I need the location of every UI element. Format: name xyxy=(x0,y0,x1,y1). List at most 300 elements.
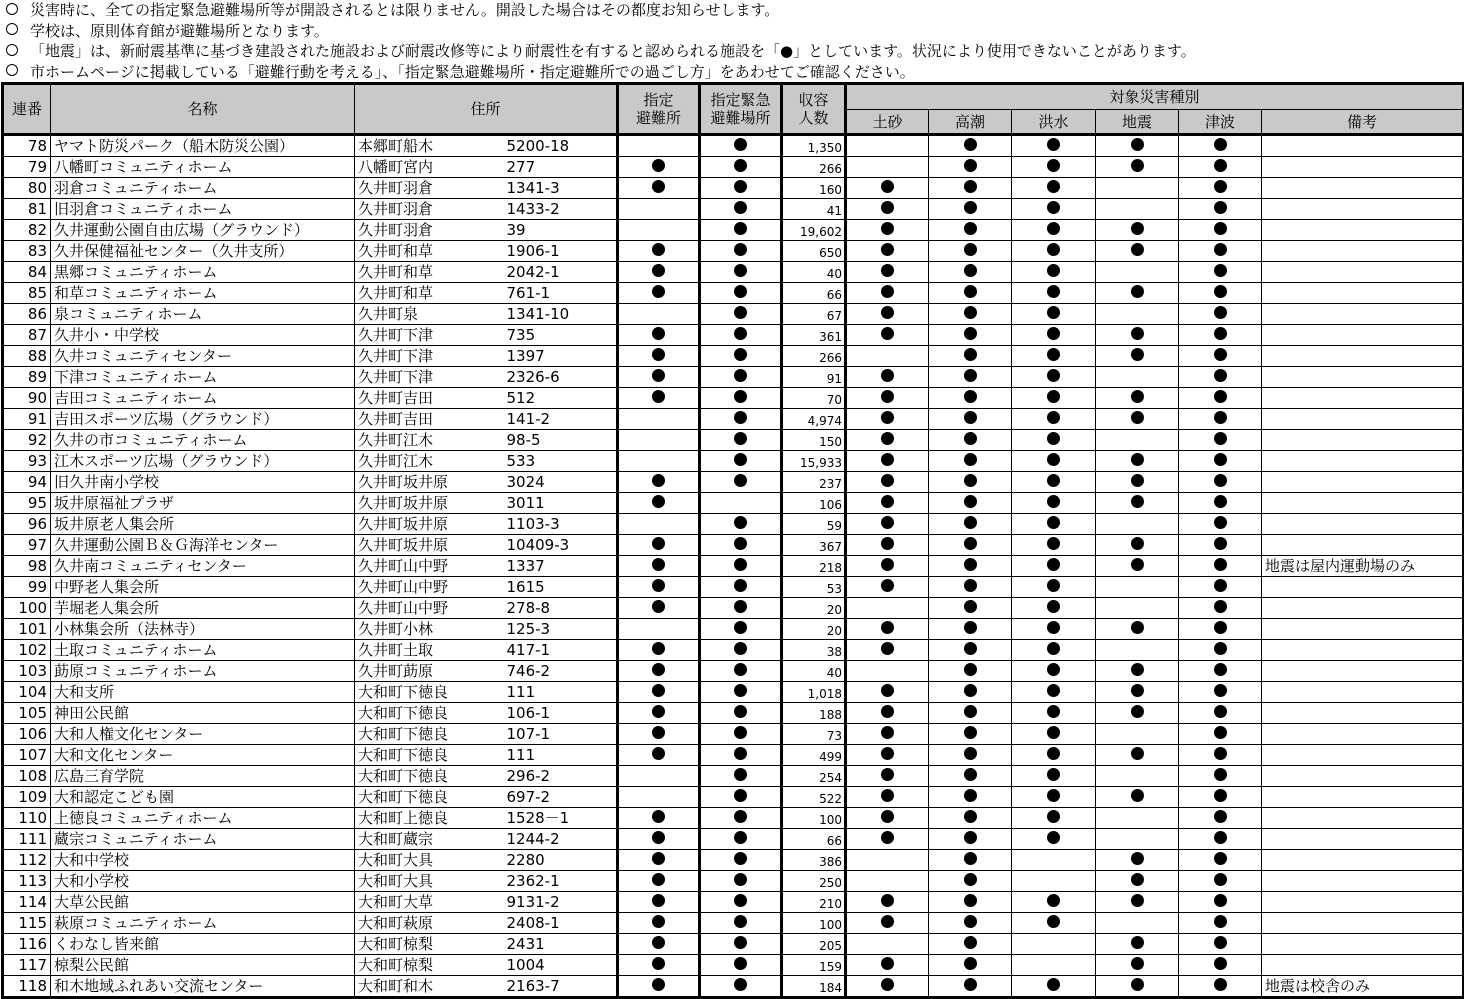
row-hazard-dosha xyxy=(846,430,929,451)
row-hazard-dosha xyxy=(846,703,929,724)
row-name: 久井南コミュニティセンター xyxy=(51,556,355,577)
filled-circle-icon xyxy=(964,243,977,256)
row-town: 大和町椋梨 xyxy=(355,934,505,955)
table-row xyxy=(3,808,1464,829)
filled-circle-icon xyxy=(1047,411,1060,424)
row-hazard-jishin xyxy=(1096,766,1179,787)
row-hazard-takashio xyxy=(929,892,1012,913)
table-row xyxy=(3,955,1464,976)
row-hazard-dosha xyxy=(846,367,929,388)
filled-circle-icon xyxy=(1047,474,1060,487)
row-emergency-mark xyxy=(700,535,782,556)
row-emergency-mark xyxy=(700,724,782,745)
filled-circle-icon xyxy=(734,621,747,634)
row-shelter-mark xyxy=(618,304,700,325)
row-hazard-takashio xyxy=(929,808,1012,829)
row-hazard-dosha xyxy=(846,808,929,829)
row-hazard-tsunami xyxy=(1179,367,1262,388)
filled-circle-icon xyxy=(964,852,977,865)
row-shelter-mark xyxy=(618,724,700,745)
row-capacity: 41 xyxy=(782,199,846,220)
row-hazard-jishin xyxy=(1096,871,1179,892)
row-emergency-mark xyxy=(700,619,782,640)
row-emergency-mark xyxy=(700,157,782,178)
filled-circle-icon xyxy=(964,894,977,907)
row-shelter-mark xyxy=(618,661,700,682)
row-town: 久井町坂井原 xyxy=(355,472,505,493)
row-lot-number: 735 xyxy=(505,325,618,346)
filled-circle-icon xyxy=(652,285,665,298)
row-hazard-takashio xyxy=(929,178,1012,199)
header-capacity: 収容 人数 xyxy=(782,84,846,135)
row-shelter-mark xyxy=(618,388,700,409)
filled-circle-icon xyxy=(1047,558,1060,571)
filled-circle-icon xyxy=(734,873,747,886)
filled-circle-icon xyxy=(881,201,894,214)
row-capacity: 386 xyxy=(782,850,846,871)
filled-circle-icon xyxy=(881,222,894,235)
row-emergency-mark xyxy=(700,934,782,955)
row-shelter-mark xyxy=(618,766,700,787)
row-hazard-kozui xyxy=(1012,703,1096,724)
row-name: 蔵宗コミュニティホーム xyxy=(51,829,355,850)
table-row xyxy=(3,388,1464,409)
row-town: 久井町和草 xyxy=(355,241,505,262)
filled-circle-icon xyxy=(881,579,894,592)
row-hazard-takashio xyxy=(929,157,1012,178)
row-no: 84 xyxy=(3,262,51,283)
table-row xyxy=(3,745,1464,766)
row-lot-number: 1004 xyxy=(505,955,618,976)
filled-circle-icon xyxy=(964,474,977,487)
note-line xyxy=(6,21,1456,42)
row-hazard-jishin xyxy=(1096,682,1179,703)
filled-circle-icon xyxy=(964,138,977,151)
row-town: 大和町大具 xyxy=(355,871,505,892)
row-shelter-mark xyxy=(618,535,700,556)
filled-circle-icon xyxy=(1047,621,1060,634)
row-shelter-mark xyxy=(618,577,700,598)
row-remarks xyxy=(1262,934,1464,955)
filled-circle-icon xyxy=(964,201,977,214)
filled-circle-icon xyxy=(734,432,747,445)
row-hazard-tsunami xyxy=(1179,535,1262,556)
row-name: くわなし皆来館 xyxy=(51,934,355,955)
header-hazard-tsunami: 津波 xyxy=(1179,110,1262,135)
row-capacity: 19,602 xyxy=(782,220,846,241)
row-name: 八幡町コミュニティホーム xyxy=(51,157,355,178)
row-hazard-jishin xyxy=(1096,430,1179,451)
row-hazard-kozui xyxy=(1012,178,1096,199)
row-name: 黒郷コミュニティホーム xyxy=(51,262,355,283)
row-hazard-dosha xyxy=(846,787,929,808)
row-remarks xyxy=(1262,283,1464,304)
row-hazard-jishin xyxy=(1096,892,1179,913)
row-hazard-takashio xyxy=(929,598,1012,619)
row-shelter-mark xyxy=(618,451,700,472)
filled-circle-icon xyxy=(1214,789,1227,802)
filled-circle-icon xyxy=(1214,873,1227,886)
row-capacity: 100 xyxy=(782,808,846,829)
row-shelter-mark xyxy=(618,913,700,934)
filled-circle-icon xyxy=(734,138,747,151)
filled-circle-icon xyxy=(881,516,894,529)
filled-circle-icon xyxy=(1214,348,1227,361)
header-no: 連番 xyxy=(3,84,51,135)
row-hazard-takashio xyxy=(929,766,1012,787)
filled-circle-icon xyxy=(1214,327,1227,340)
row-lot-number: 3011 xyxy=(505,493,618,514)
row-shelter-mark xyxy=(618,262,700,283)
row-emergency-mark xyxy=(700,913,782,934)
table-row xyxy=(3,661,1464,682)
row-hazard-takashio xyxy=(929,514,1012,535)
row-town: 大和町椋梨 xyxy=(355,955,505,976)
filled-circle-icon xyxy=(652,894,665,907)
row-hazard-kozui xyxy=(1012,577,1096,598)
row-hazard-kozui xyxy=(1012,955,1096,976)
row-capacity: 361 xyxy=(782,325,846,346)
row-hazard-dosha xyxy=(846,178,929,199)
table-row xyxy=(3,556,1464,577)
row-name: 久井運動公園Ｂ＆Ｇ海洋センター xyxy=(51,535,355,556)
row-hazard-tsunami xyxy=(1179,892,1262,913)
filled-circle-icon xyxy=(1214,243,1227,256)
filled-circle-icon xyxy=(964,537,977,550)
filled-circle-icon xyxy=(1047,222,1060,235)
note-line xyxy=(6,41,1456,62)
row-hazard-tsunami xyxy=(1179,808,1262,829)
row-capacity: 59 xyxy=(782,514,846,535)
row-name: 久井運動公園自由広場（グラウンド） xyxy=(51,220,355,241)
row-shelter-mark xyxy=(618,472,700,493)
row-hazard-dosha xyxy=(846,535,929,556)
row-hazard-tsunami xyxy=(1179,409,1262,430)
table-row xyxy=(3,135,1464,157)
row-capacity: 150 xyxy=(782,430,846,451)
row-lot-number: 1244-2 xyxy=(505,829,618,850)
filled-circle-icon xyxy=(964,222,977,235)
filled-circle-icon xyxy=(964,705,977,718)
row-emergency-mark xyxy=(700,304,782,325)
filled-circle-icon xyxy=(652,852,665,865)
row-remarks xyxy=(1262,871,1464,892)
row-hazard-kozui xyxy=(1012,682,1096,703)
notes-section xyxy=(6,0,1456,82)
filled-circle-icon xyxy=(734,327,747,340)
filled-circle-icon xyxy=(1047,663,1060,676)
row-name: 広島三育学院 xyxy=(51,766,355,787)
filled-circle-icon xyxy=(652,558,665,571)
filled-circle-icon xyxy=(1214,915,1227,928)
row-hazard-kozui xyxy=(1012,934,1096,955)
filled-circle-icon xyxy=(652,180,665,193)
row-hazard-jishin xyxy=(1096,808,1179,829)
table-row xyxy=(3,535,1464,556)
row-hazard-takashio xyxy=(929,955,1012,976)
filled-circle-icon xyxy=(964,516,977,529)
filled-circle-icon xyxy=(964,810,977,823)
filled-circle-icon xyxy=(1131,495,1144,508)
row-remarks xyxy=(1262,325,1464,346)
row-lot-number: 1103-3 xyxy=(505,514,618,535)
filled-circle-icon xyxy=(734,831,747,844)
row-hazard-jishin xyxy=(1096,241,1179,262)
filled-circle-icon xyxy=(964,915,977,928)
note-line xyxy=(6,0,1456,21)
row-hazard-jishin xyxy=(1096,598,1179,619)
row-hazard-tsunami xyxy=(1179,199,1262,220)
filled-circle-icon xyxy=(1214,222,1227,235)
filled-circle-icon xyxy=(652,831,665,844)
filled-circle-icon xyxy=(1131,789,1144,802)
row-lot-number: 1433-2 xyxy=(505,199,618,220)
filled-circle-icon xyxy=(734,180,747,193)
row-shelter-mark xyxy=(618,955,700,976)
row-town: 大和町下徳良 xyxy=(355,787,505,808)
row-shelter-mark xyxy=(618,409,700,430)
row-name: 吉田コミュニティホーム xyxy=(51,388,355,409)
table-row xyxy=(3,199,1464,220)
row-hazard-jishin xyxy=(1096,220,1179,241)
row-name: 芋堀老人集会所 xyxy=(51,598,355,619)
row-hazard-jishin xyxy=(1096,514,1179,535)
row-hazard-takashio xyxy=(929,577,1012,598)
filled-circle-icon xyxy=(881,285,894,298)
row-name: 萩原コミュニティホーム xyxy=(51,913,355,934)
row-town: 久井町下津 xyxy=(355,325,505,346)
header-hazard-jishin: 地震 xyxy=(1096,110,1179,135)
row-hazard-dosha xyxy=(846,640,929,661)
row-name: 大和支所 xyxy=(51,682,355,703)
filled-circle-icon xyxy=(1214,159,1227,172)
row-no: 93 xyxy=(3,451,51,472)
row-hazard-dosha xyxy=(846,766,929,787)
row-town: 久井町吉田 xyxy=(355,388,505,409)
row-hazard-kozui xyxy=(1012,388,1096,409)
filled-circle-icon xyxy=(881,621,894,634)
filled-circle-icon xyxy=(652,264,665,277)
row-name: 大和文化センター xyxy=(51,745,355,766)
row-remarks: 地震は校舎のみ xyxy=(1262,976,1464,998)
row-hazard-tsunami xyxy=(1179,829,1262,850)
row-hazard-jishin xyxy=(1096,346,1179,367)
filled-circle-icon xyxy=(1131,159,1144,172)
row-town: 久井町下津 xyxy=(355,346,505,367)
row-hazard-jishin xyxy=(1096,157,1179,178)
filled-circle-icon xyxy=(1214,537,1227,550)
row-capacity: 650 xyxy=(782,241,846,262)
row-no: 87 xyxy=(3,325,51,346)
row-hazard-jishin xyxy=(1096,472,1179,493)
row-hazard-takashio xyxy=(929,409,1012,430)
filled-circle-icon xyxy=(1214,411,1227,424)
filled-circle-icon xyxy=(1214,705,1227,718)
row-hazard-takashio xyxy=(929,430,1012,451)
filled-circle-icon xyxy=(652,348,665,361)
row-hazard-tsunami xyxy=(1179,955,1262,976)
row-no: 97 xyxy=(3,535,51,556)
row-emergency-mark xyxy=(700,388,782,409)
row-hazard-kozui xyxy=(1012,829,1096,850)
row-hazard-kozui xyxy=(1012,724,1096,745)
row-hazard-dosha xyxy=(846,871,929,892)
filled-circle-icon xyxy=(1047,894,1060,907)
row-lot-number: 2431 xyxy=(505,934,618,955)
row-hazard-jishin xyxy=(1096,955,1179,976)
filled-circle-icon xyxy=(734,789,747,802)
filled-circle-icon xyxy=(1131,621,1144,634)
row-remarks xyxy=(1262,493,1464,514)
row-hazard-jishin xyxy=(1096,829,1179,850)
row-hazard-kozui xyxy=(1012,325,1096,346)
row-remarks: 地震は屋内運動場のみ xyxy=(1262,556,1464,577)
filled-circle-icon xyxy=(881,558,894,571)
row-hazard-takashio xyxy=(929,619,1012,640)
row-hazard-tsunami xyxy=(1179,514,1262,535)
table-row xyxy=(3,283,1464,304)
row-hazard-kozui xyxy=(1012,135,1096,157)
row-town: 久井町莇原 xyxy=(355,661,505,682)
filled-circle-icon xyxy=(881,495,894,508)
row-lot-number: 2042-1 xyxy=(505,262,618,283)
row-remarks xyxy=(1262,703,1464,724)
row-town: 大和町下徳良 xyxy=(355,682,505,703)
row-emergency-mark xyxy=(700,241,782,262)
row-emergency-mark xyxy=(700,871,782,892)
filled-circle-icon xyxy=(964,726,977,739)
row-capacity: 254 xyxy=(782,766,846,787)
row-hazard-takashio xyxy=(929,976,1012,998)
row-capacity: 237 xyxy=(782,472,846,493)
row-no: 92 xyxy=(3,430,51,451)
filled-circle-icon xyxy=(1047,327,1060,340)
row-no: 101 xyxy=(3,619,51,640)
row-emergency-mark xyxy=(700,640,782,661)
row-hazard-kozui xyxy=(1012,451,1096,472)
row-hazard-takashio xyxy=(929,199,1012,220)
filled-circle-icon xyxy=(1214,894,1227,907)
row-town: 大和町萩原 xyxy=(355,913,505,934)
filled-circle-icon xyxy=(881,789,894,802)
filled-circle-icon xyxy=(1131,957,1144,970)
row-name: 土取コミュニティホーム xyxy=(51,640,355,661)
filled-circle-icon xyxy=(1131,222,1144,235)
row-hazard-dosha xyxy=(846,934,929,955)
table-row xyxy=(3,220,1464,241)
row-town: 久井町吉田 xyxy=(355,409,505,430)
row-lot-number: 111 xyxy=(505,745,618,766)
row-town: 大和町和木 xyxy=(355,976,505,998)
filled-circle-icon xyxy=(652,579,665,592)
filled-circle-icon xyxy=(1047,243,1060,256)
row-hazard-jishin xyxy=(1096,283,1179,304)
table-row xyxy=(3,871,1464,892)
filled-circle-icon xyxy=(1214,747,1227,760)
row-shelter-mark xyxy=(618,934,700,955)
filled-circle-icon xyxy=(964,285,977,298)
row-hazard-kozui xyxy=(1012,283,1096,304)
row-emergency-mark xyxy=(700,955,782,976)
row-hazard-jishin xyxy=(1096,724,1179,745)
row-hazard-kozui xyxy=(1012,220,1096,241)
row-town: 久井町下津 xyxy=(355,367,505,388)
row-name: 大和認定こども園 xyxy=(51,787,355,808)
filled-circle-icon xyxy=(652,537,665,550)
row-remarks xyxy=(1262,598,1464,619)
row-hazard-takashio xyxy=(929,325,1012,346)
row-no: 109 xyxy=(3,787,51,808)
filled-circle-icon xyxy=(734,747,747,760)
row-no: 81 xyxy=(3,199,51,220)
row-town: 大和町大具 xyxy=(355,850,505,871)
row-hazard-dosha xyxy=(846,955,929,976)
filled-circle-icon xyxy=(1214,642,1227,655)
filled-circle-icon xyxy=(652,369,665,382)
row-hazard-dosha xyxy=(846,745,929,766)
row-lot-number: 111 xyxy=(505,682,618,703)
filled-circle-icon xyxy=(734,894,747,907)
filled-circle-icon xyxy=(964,663,977,676)
filled-circle-icon xyxy=(734,705,747,718)
row-lot-number: 746-2 xyxy=(505,661,618,682)
filled-circle-icon xyxy=(652,474,665,487)
row-hazard-dosha xyxy=(846,913,929,934)
table-row xyxy=(3,514,1464,535)
row-town: 八幡町宮内 xyxy=(355,157,505,178)
row-hazard-takashio xyxy=(929,472,1012,493)
filled-circle-icon xyxy=(1131,327,1144,340)
row-lot-number: 1341-3 xyxy=(505,178,618,199)
row-hazard-jishin xyxy=(1096,409,1179,430)
row-town: 久井町和草 xyxy=(355,262,505,283)
table-row xyxy=(3,451,1464,472)
filled-circle-icon xyxy=(964,768,977,781)
filled-circle-icon xyxy=(734,369,747,382)
row-town: 久井町和草 xyxy=(355,283,505,304)
row-lot-number: 2163-7 xyxy=(505,976,618,998)
row-remarks xyxy=(1262,304,1464,325)
row-hazard-tsunami xyxy=(1179,850,1262,871)
filled-circle-icon xyxy=(964,327,977,340)
row-hazard-jishin xyxy=(1096,325,1179,346)
table-row xyxy=(3,304,1464,325)
filled-circle-icon xyxy=(881,705,894,718)
filled-circle-icon xyxy=(734,306,747,319)
row-capacity: 73 xyxy=(782,724,846,745)
filled-circle-icon xyxy=(881,957,894,970)
row-remarks xyxy=(1262,241,1464,262)
table-row xyxy=(3,472,1464,493)
row-no: 82 xyxy=(3,220,51,241)
row-shelter-mark xyxy=(618,829,700,850)
filled-circle-icon xyxy=(734,978,747,991)
row-hazard-dosha xyxy=(846,283,929,304)
table-row xyxy=(3,157,1464,178)
filled-circle-icon xyxy=(881,642,894,655)
filled-circle-icon xyxy=(964,558,977,571)
row-town: 大和町大草 xyxy=(355,892,505,913)
filled-circle-icon xyxy=(1047,159,1060,172)
row-emergency-mark xyxy=(700,976,782,998)
row-hazard-tsunami xyxy=(1179,661,1262,682)
row-town: 大和町下徳良 xyxy=(355,703,505,724)
filled-circle-icon xyxy=(1214,306,1227,319)
row-hazard-tsunami xyxy=(1179,577,1262,598)
row-shelter-mark xyxy=(618,157,700,178)
row-lot-number: 1337 xyxy=(505,556,618,577)
row-lot-number: 1906-1 xyxy=(505,241,618,262)
